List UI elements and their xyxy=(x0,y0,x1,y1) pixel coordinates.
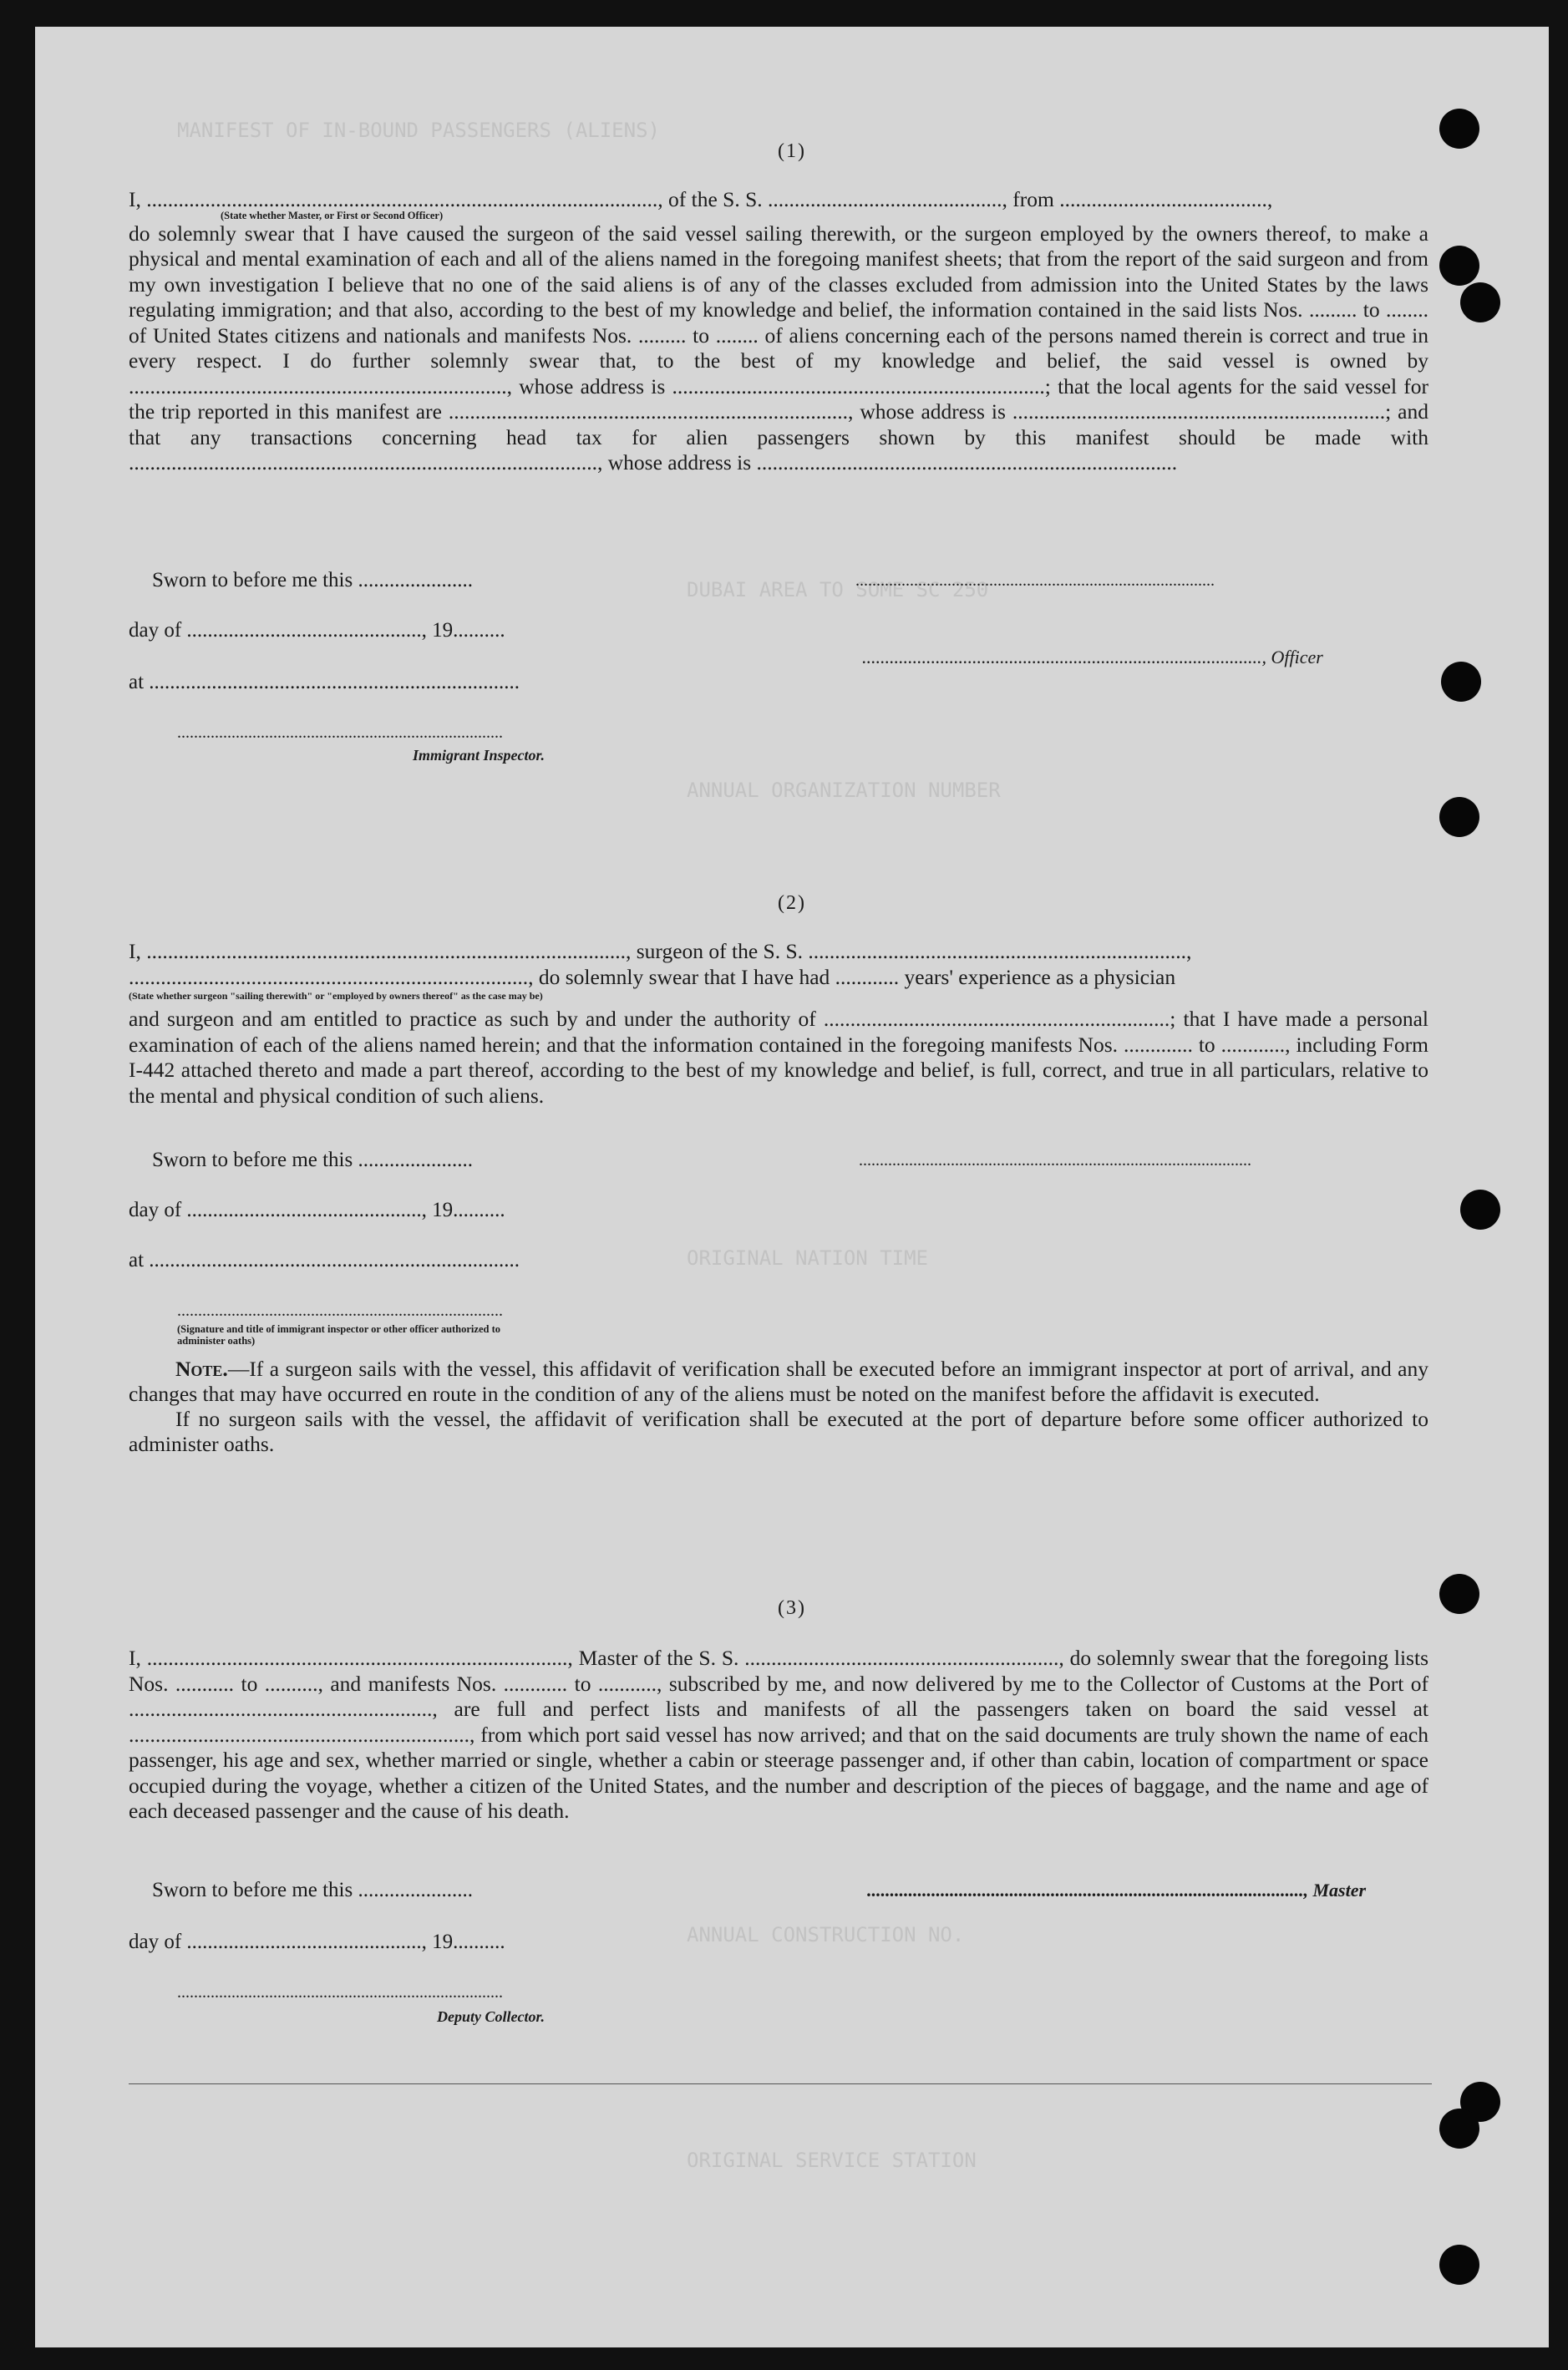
punch-hole xyxy=(1439,246,1479,286)
bleed-through-text: ORIGINAL SERVICE STATION xyxy=(687,2149,977,2172)
section-1-heading: (1) xyxy=(778,140,806,162)
section-2-second-line: ..........................................................................., do solemnly swear that I have had ............ years' experience as a physician xyxy=(129,964,1176,989)
bleed-through-text: ORIGINAL NATION TIME xyxy=(687,1246,928,1270)
note-paragraph-2: If no surgeon sails with the vessel, the affidavit of verification shall be executed at the port of departure before some officer authorized to administer oaths. xyxy=(129,1407,1428,1456)
section-3-day: day of ............................................., 19.......... xyxy=(129,1931,505,1953)
section-1-first-line-note: (State whether Master, or First or Second Officer) xyxy=(221,209,444,221)
section-1-officer-line: ......................................................................................., Officer xyxy=(862,647,1323,667)
section-2-first-line: I, .........................................................................................., surgeon of the S. S. ......................................................................., xyxy=(129,939,1192,963)
punch-hole xyxy=(1439,797,1479,837)
punch-hole xyxy=(1460,282,1500,322)
section-2-sworn: Sworn to before me this ...................... xyxy=(152,1149,473,1171)
section-3-collector-line: .............................................................................. xyxy=(177,1983,503,2002)
section-1-body: do solemnly swear that I have caused the surgeon of the said vessel sailing therewith, or the surgeon employed by the owners thereof, to make a physical and mental examination of each and all of the aliens named in the foregoing manifest sheets; that from the report of the said surgeon and from my own investigation I believe that no one of the said aliens is of any of the classes excluded from admission into the United States by the laws regulating immigration; and that also, according to the best of my knowledge and belief, the information contained in the said lists Nos. ......... to ........ of United States citizens and nationals and manifests Nos. ......... to ........ of aliens concerning each of the persons named therein is correct and true in every respect. I do further solemnly swear that, to the best of my knowledge and belief, the said vessel is owned by ......................................................................., whose address is ......................................................................; that the local agents for the said vessel for the trip reported in this manifest are ..........................................................................., whose address is ......................................................................; and that any transactions concerning head tax for alien passengers shown by this manifest should be made with ........................................................................................, whose address is ............................................................................... xyxy=(129,221,1428,475)
section-1-text xyxy=(129,187,1428,476)
bleed-through-text: ANNUAL CONSTRUCTION NO. xyxy=(687,1923,965,1946)
note-label: Note. xyxy=(175,1357,228,1381)
section-1-officer-signature: ...................................................................................... xyxy=(855,571,1215,590)
section-3-collector-label: Deputy Collector. xyxy=(437,2008,545,2025)
section-3-sworn: Sworn to before me this ...................... xyxy=(152,1879,473,1901)
section-3-text xyxy=(129,1646,1428,1824)
section-3-master-line: ..............................................................................................., Master xyxy=(867,1880,1367,1901)
section-2-surgeon-line: .............................................................................................. xyxy=(859,1151,1251,1170)
section-2-signature-note: (Signature and title of immigrant inspector or other officer authorized to administer oaths) xyxy=(177,1323,500,1347)
punch-hole xyxy=(1441,662,1481,702)
section-1-sworn: Sworn to before me this ...................... xyxy=(152,569,473,591)
section-2-at: at ....................................................................... xyxy=(129,1249,520,1271)
section-1-first-line: I, ................................................................................................, of the S. S. ............................................, from ......................................., xyxy=(129,187,1273,211)
section-2-body: and surgeon and am entitled to practice as such by and under the authority of .................................................................; that I have made a personal examination of each of the aliens named herein; and that the information contained in the foregoing manifests Nos. ............. to ............, including Form I-442 attached thereto and made a part thereof, according to the best of my knowledge and belief, is full, correct, and true in all particulars, relative to the mental and physical condition of such aliens. xyxy=(129,1007,1428,1108)
section-1-at: at ....................................................................... xyxy=(129,671,520,693)
section-2-heading: (2) xyxy=(778,892,806,914)
section-3-body: I, ..............................................................................., Master of the S. S. ..........................................................., do solemnly swear that the foregoing lists Nos. ........... to .........., and manifests Nos. ............ to ..........., subscribed by me, and now delivered by me to the Collector of Customs at the Port of ........................................................., are full and perfect lists and manifests of all the passengers taken on board the said vessel at ................................................................, from which port said vessel has now arrived; and that on the said documents are truly shown the name of each passenger, his age and sex, whether married or single, whether a cabin or steerage passenger and, if other than cabin, location of compartment or space occupied during the voyage, whether a citizen of the United States, and the number and description of the pieces of baggage, and the name and age of each deceased passenger and the cause of his death. xyxy=(129,1646,1428,1823)
section-2-text xyxy=(129,939,1428,1109)
punch-hole xyxy=(1439,2109,1479,2149)
section-2-day: day of ............................................., 19.......... xyxy=(129,1199,505,1221)
section-2-second-line-note: (State whether surgeon "sailing therewith" or "employed by owners thereof" as the case may be) xyxy=(129,990,543,1002)
punch-hole xyxy=(1460,1190,1500,1230)
section-1-day: day of ............................................., 19.......... xyxy=(129,619,505,642)
section-1-inspector-line: .............................................................................. xyxy=(177,723,503,742)
bleed-through-text: MANIFEST OF IN-BOUND PASSENGERS (ALIENS) xyxy=(177,119,660,142)
note-paragraph-1: —If a surgeon sails with the vessel, this affidavit of verification shall be executed before an immigrant inspector at port of arrival, and any changes that may have occurred en route in the condition of any of the aliens must be noted on the manifest before the affidavit is executed. xyxy=(129,1357,1428,1406)
section-3-heading: (3) xyxy=(778,1597,806,1619)
bottom-rule xyxy=(129,2083,1432,2084)
section-1-inspector-label: Immigrant Inspector. xyxy=(412,747,545,764)
bleed-through-text: ANNUAL ORGANIZATION NUMBER xyxy=(687,779,1001,802)
document-page xyxy=(35,27,1549,2347)
section-2-note xyxy=(129,1357,1428,1457)
section-2-signature-line: .............................................................................. xyxy=(177,1302,503,1320)
punch-hole xyxy=(1439,2245,1479,2285)
bleed-through-text: DUBAI AREA TO SOME SC 250 xyxy=(687,578,989,601)
